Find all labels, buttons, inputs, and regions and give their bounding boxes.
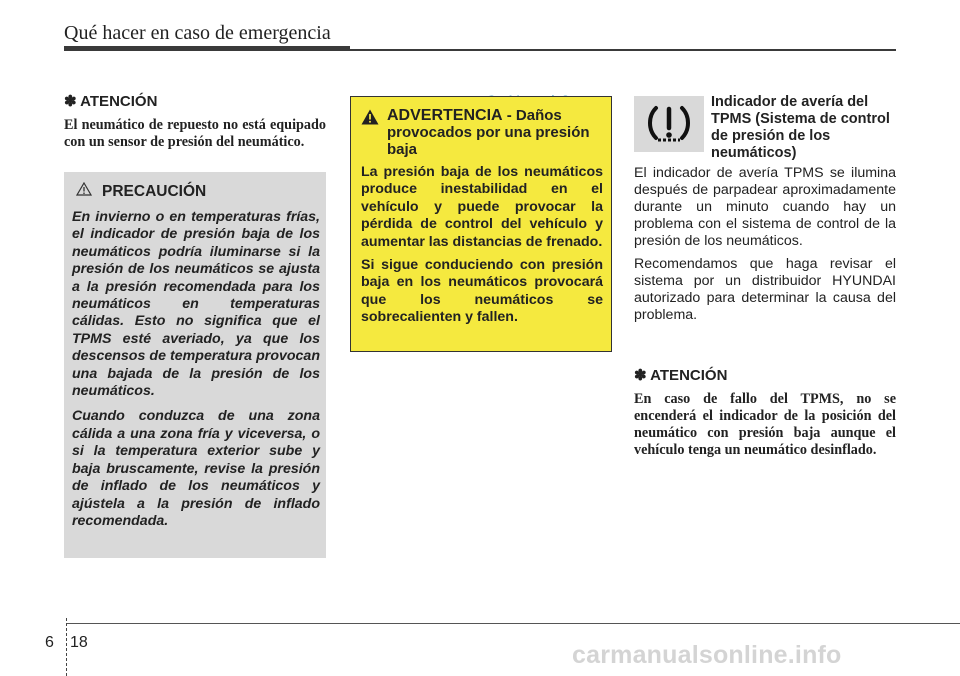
- chapter-number: 6: [45, 634, 54, 651]
- tpms-paragraph-2: Recomendamos que haga revisar el sistema por un distribuidor HYUNDAI autorizado para determinar la causa del problema.: [634, 256, 896, 323]
- warning-triangle-filled-icon: [361, 109, 379, 130]
- page-header-title: Qué hacer en caso de emergencia: [64, 22, 331, 44]
- tpms-malfunction-icon: [634, 139, 704, 156]
- attention-heading: ✽ ATENCIÓN: [64, 93, 158, 110]
- warning-paragraph-2: Si sigue conduciendo con presión baja en los neumáticos provocará que los neumáticos se sobrecalienten y fallen.: [361, 257, 603, 326]
- footer-separator: [66, 618, 67, 676]
- caution-box: [64, 172, 326, 558]
- attention-text-2: En caso de fallo del TPMS, no se encenderá el indicador de la posición del neumático con presión baja aunque el vehículo tenga un neumático desinflado.: [634, 391, 896, 458]
- tpms-indicator-title: Indicador de avería del TPMS (Sistema de control de presión de los neumáticos): [711, 94, 890, 161]
- column-left: [64, 92, 326, 151]
- warning-triangle-outline-icon: [76, 182, 92, 201]
- tpms-description: [634, 165, 896, 330]
- header-rule: [350, 49, 896, 51]
- caution-paragraph-1: En invierno o en temperaturas frías, el indicador de presión baja de los neumáticos podría iluminarse si la presión de los neumáticos se ajusta a la presión recomendada para los neumáticos en temperaturas cálidas. Esto no significa que el TPMS esté averiado, ya que los descensos de temperatura provocan una bajada de la presión de los neumáticos.: [72, 209, 320, 400]
- tpms-paragraph-1: El indicador de avería TPMS se ilumina después de parpadear aproximadamente durante un minuto cuando hay un problema con el sistema de control de la presión de los neumáticos.: [634, 165, 896, 249]
- warning-heading-row: [361, 107, 603, 158]
- caution-heading: PRECAUCIÓN: [102, 182, 207, 200]
- page-number: 18: [70, 634, 88, 651]
- header-bar: [64, 46, 350, 51]
- tpms-icon-box: [634, 96, 704, 152]
- warning-paragraph-1: La presión baja de los neumáticos produce inestabilidad en el vehículo y puede provocar la pérdida de control del vehículo y aumentar las distancias de frenado.: [361, 164, 603, 250]
- warning-box: [350, 96, 612, 352]
- warning-heading-main: ADVERTENCIA: [387, 107, 503, 124]
- attention-heading-2: ✽ ATENCIÓN: [634, 367, 728, 384]
- warning-heading-sub: - Daños provocados por una presión baja: [387, 107, 590, 158]
- warning-heading: [387, 107, 603, 158]
- caution-paragraph-2: Cuando conduzca de una zona cálida a una zona fría y viceversa, o si la temperatura exterior sube y baja bruscamente, revise la presión de inflado de los neumáticos y ajústela a la presión de inflado recomendada.: [72, 408, 320, 529]
- caution-heading-row: [76, 182, 320, 201]
- column-right-attention: [634, 366, 896, 459]
- footer-rule: [66, 623, 960, 624]
- watermark-bottom: carmanualsonline.info: [572, 641, 842, 669]
- attention-text: El neumático de repuesto no está equipado con un sensor de presión del neumático.: [64, 117, 326, 150]
